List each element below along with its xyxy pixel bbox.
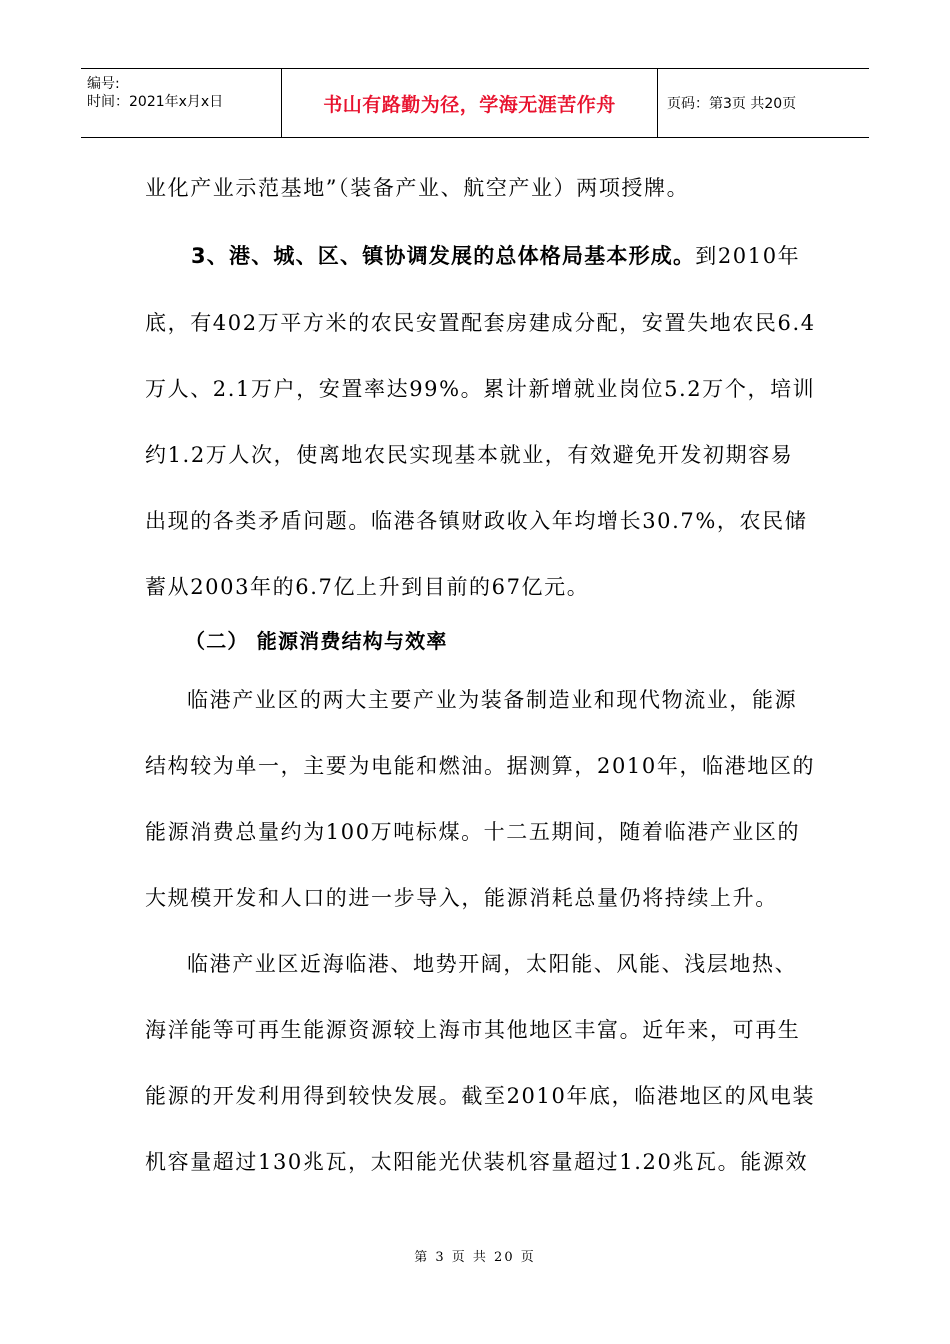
text-line: 结构较为单一，主要为电能和燃油。据测算，2010年，临港地区的 xyxy=(145,754,816,778)
header-divider xyxy=(657,69,658,137)
text-line: 业化产业示范基地”（装备产业、航空产业）两项授牌。 xyxy=(145,176,690,200)
text-line: 出现的各类矛盾问题。临港各镇财政收入年均增长30.7%，农民储 xyxy=(145,509,808,533)
section-title: （二） 能源消费结构与效率 xyxy=(185,629,448,653)
text-line: 临港产业区近海临港、地势开阔，太阳能、风能、浅层地热、 xyxy=(187,952,798,976)
document-header xyxy=(81,68,869,138)
text-line: 万人、2.1万户，安置率达99%。累计新增就业岗位5.2万个，培训 xyxy=(145,377,816,401)
text-line: 临港产业区的两大主要产业为装备制造业和现代物流业，能源 xyxy=(187,688,798,712)
text-line: 能源的开发利用得到较快发展。截至2010年底，临港地区的风电装 xyxy=(145,1084,816,1108)
text-line: 蓄从2003年的6.7亿上升到目前的67亿元。 xyxy=(145,575,590,599)
text-line: 海洋能等可再生能源资源较上海市其他地区丰富。近年来，可再生 xyxy=(145,1018,801,1042)
text-line: 能源消费总量约为100万吨标煤。十二五期间，随着临港产业区的 xyxy=(145,820,801,844)
header-meta xyxy=(87,75,223,111)
text-fragment: 到2010年 xyxy=(695,244,801,268)
page-footer: 第 3 页 共 20 页 xyxy=(414,1250,536,1265)
time-label: 时间：2021年x月x日 xyxy=(87,94,224,110)
header-motto: 书山有路勤为径，学海无涯苦作舟 xyxy=(323,93,616,116)
text-line: 机容量超过130兆瓦，太阳能光伏装机容量超过1.20兆瓦。能源效 xyxy=(145,1150,809,1174)
paragraph-heading-line xyxy=(191,240,800,272)
header-page-info: 页码：第3页 共20页 xyxy=(667,96,797,112)
serial-label: 编号: xyxy=(87,76,120,92)
text-line: 约1.2万人次，使离地农民实现基本就业，有效避免开发初期容易 xyxy=(145,443,794,467)
text-line: 底，有402万平方米的农民安置配套房建成分配，安置失地农民6.4 xyxy=(145,311,816,335)
paragraph-heading: 3、港、城、区、镇协调发展的总体格局基本形成。 xyxy=(191,244,696,268)
text-line: 大规模开发和人口的进一步导入，能源消耗总量仍将持续上升。 xyxy=(145,886,778,910)
